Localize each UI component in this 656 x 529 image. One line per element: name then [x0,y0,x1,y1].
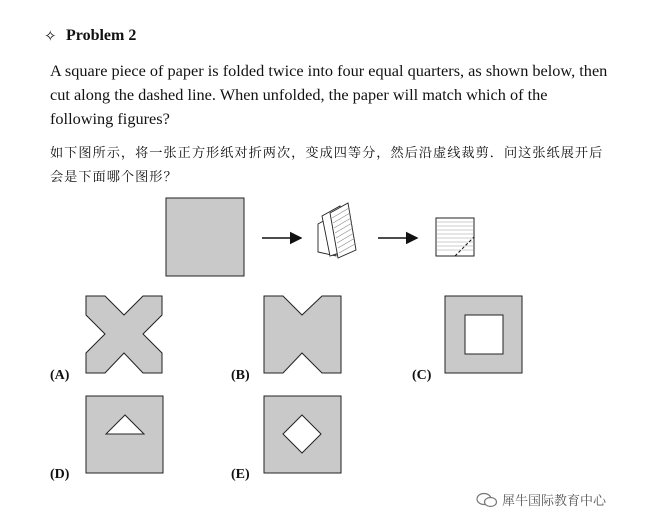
option-a-figure [86,296,162,373]
option-e-label: (E) [231,467,250,482]
watermark [476,490,606,509]
folded-paper-icon [318,203,356,258]
option-d-figure [86,396,163,473]
watermark-text: 犀牛国际教育中心 [502,494,607,509]
option-b-label: (B) [231,368,250,383]
folding-diagram [166,198,474,276]
sparkle-icon: ✧ [44,27,57,45]
option-c-label: (C) [412,368,432,383]
option-e-figure [264,396,341,473]
problem-title: Problem 2 [66,27,137,44]
wechat-icon [476,492,498,508]
quarter-square-with-cut [436,218,474,256]
problem-text-english: A square piece of paper is folded twice into four equal quarters, as shown below, then cut along the dashed line. When unfolded, the paper will match which of the following figures? [50,61,608,128]
option-c-figure [445,296,522,373]
option-a-label: (A) [50,368,70,383]
option-b-figure [264,296,341,373]
paper-square [166,198,244,276]
problem-text-chinese: 如下图所示，将一张正方形纸对折两次，变成四等分，然后沿虚线裁剪．问这张纸展开后会是下面哪个图形？ [50,146,604,185]
option-d-label: (D) [50,467,70,482]
